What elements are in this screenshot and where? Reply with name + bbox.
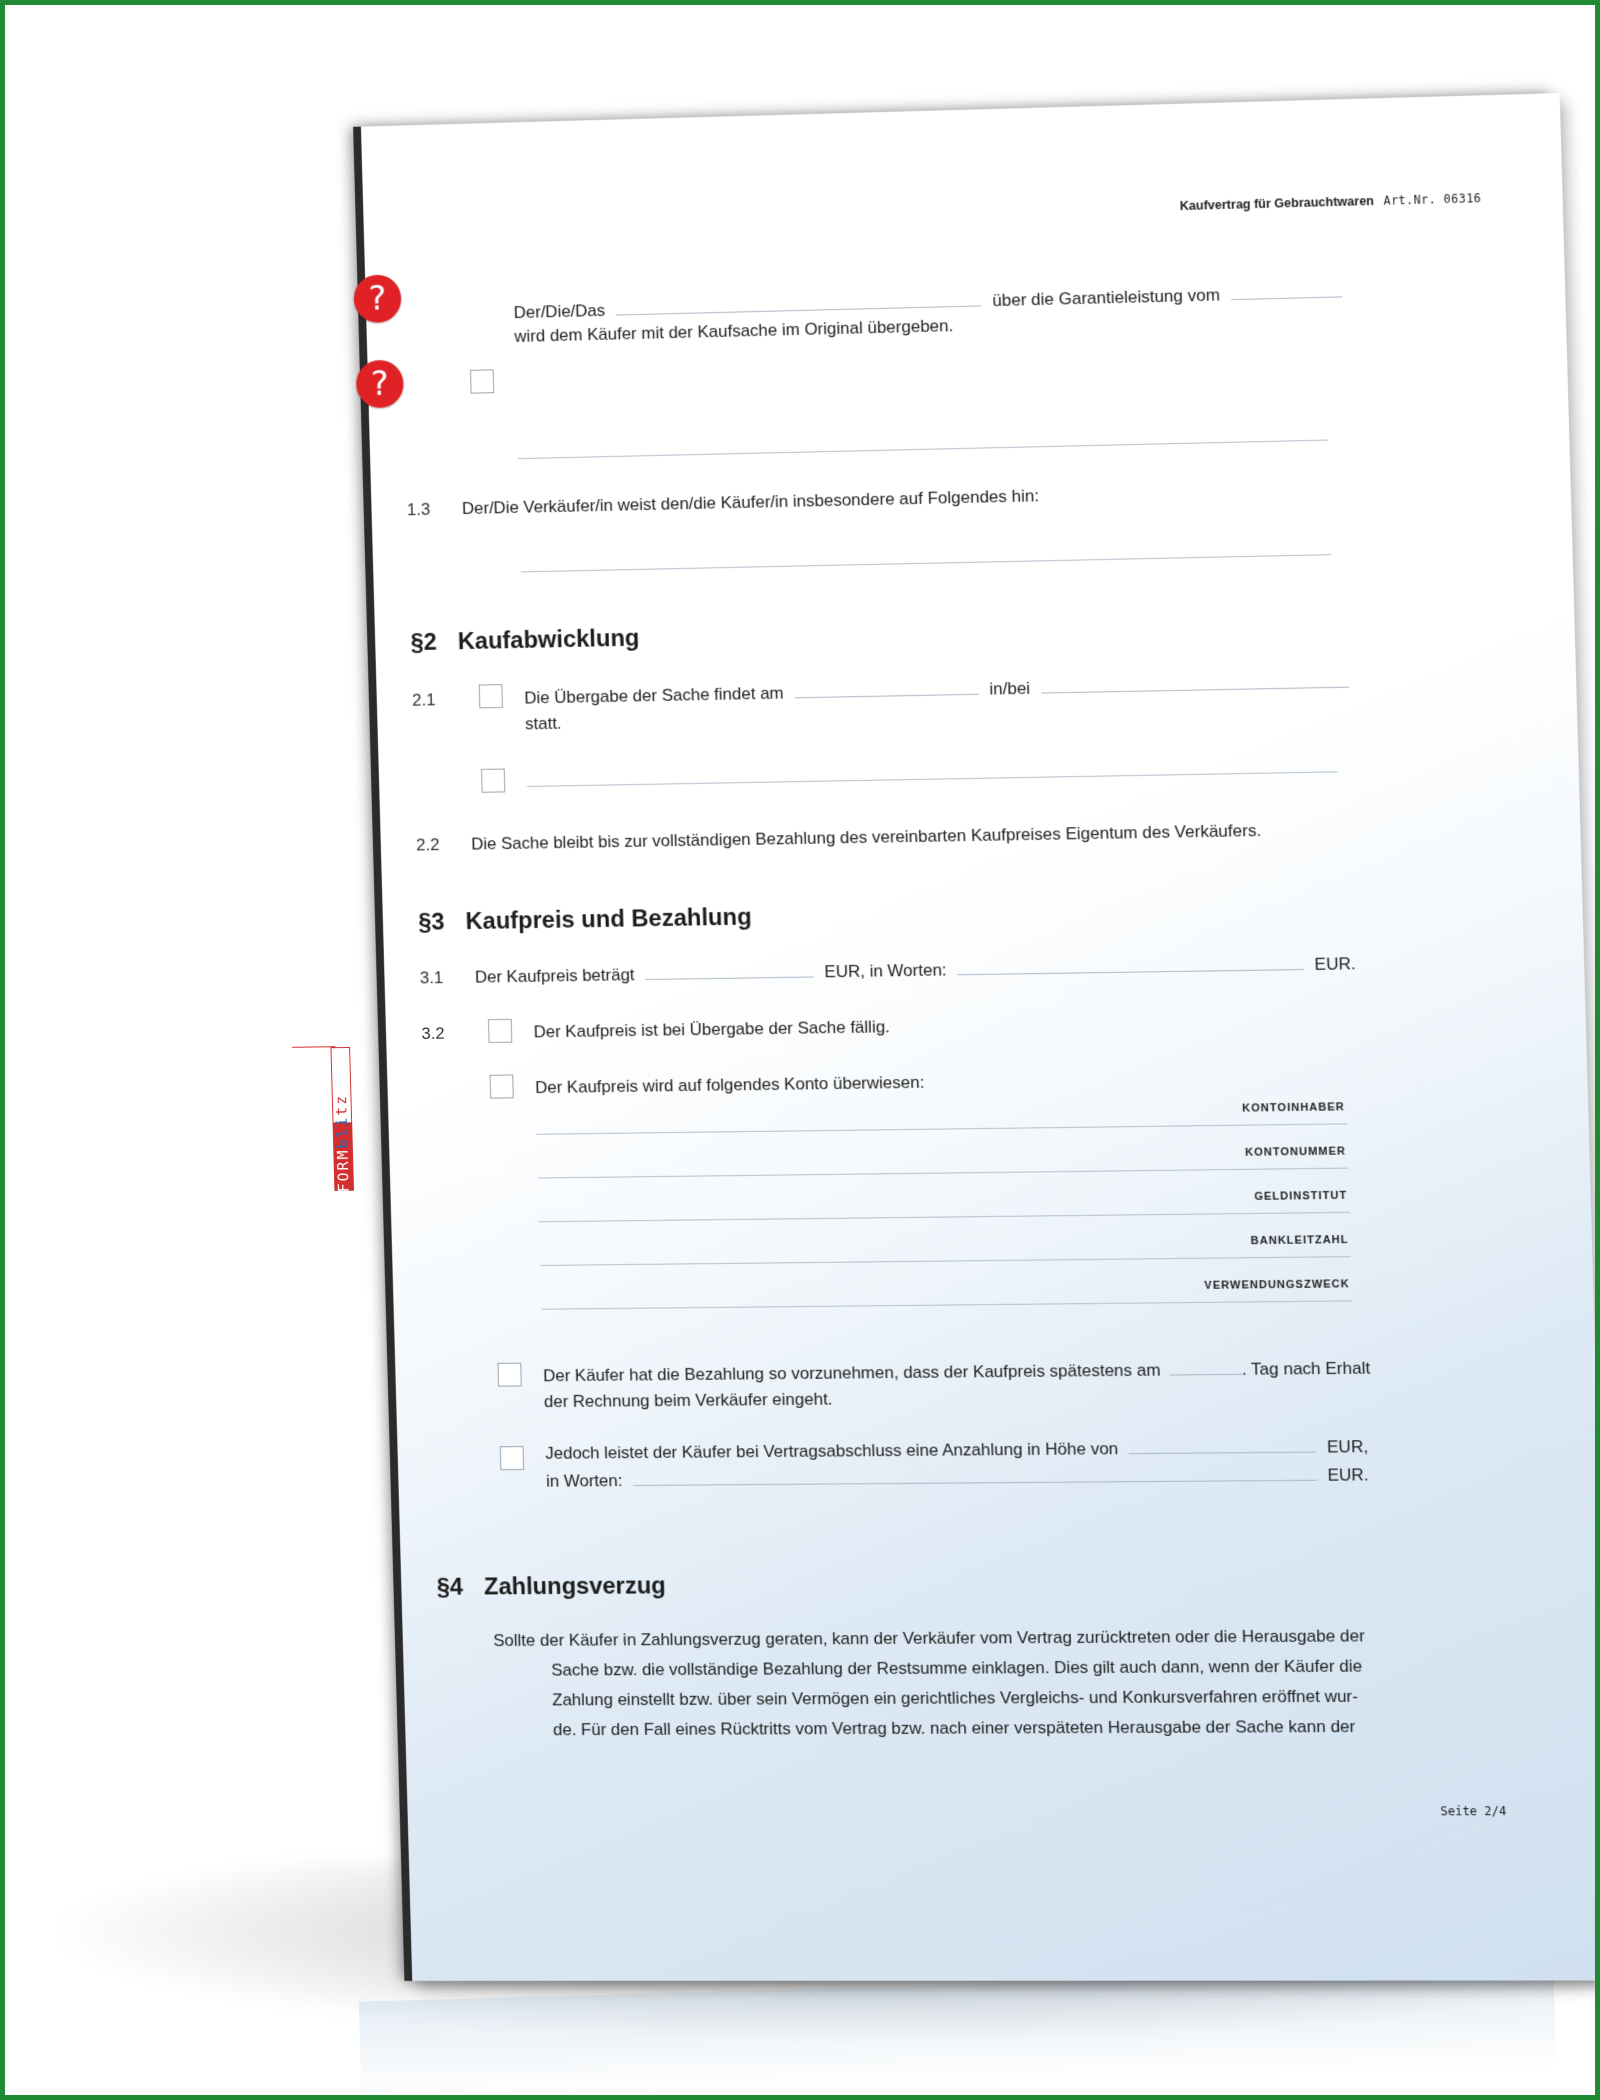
- input-line[interactable]: [518, 440, 1328, 460]
- warranty-line-2: wird dem Käufer mit der Kaufsache im Original übergeben.: [514, 316, 954, 346]
- section-title: Kaufpreis und Bezahlung: [465, 903, 753, 936]
- input-line[interactable]: [521, 554, 1331, 572]
- bank-label: GELDINSTITUT: [1254, 1189, 1348, 1203]
- price-words-field[interactable]: [957, 954, 1304, 975]
- option-checkbox[interactable]: [470, 369, 494, 393]
- price-amount-field[interactable]: [645, 962, 814, 981]
- clause-number: 3.1: [419, 968, 444, 988]
- price-words-label: EUR, in Worten:: [824, 960, 947, 982]
- deadline-days-field[interactable]: [1169, 1359, 1242, 1376]
- handover-line: [524, 671, 1349, 711]
- handover-label: Die Übergabe der Sache findet am: [524, 683, 784, 708]
- clause-number: 2.2: [415, 835, 440, 855]
- bank-code-field[interactable]: [540, 1256, 1351, 1266]
- price-line: [475, 952, 1356, 989]
- section-title: Zahlungsverzug: [483, 1572, 667, 1601]
- section-heading: [410, 625, 640, 657]
- document-header: [1180, 191, 1482, 213]
- clause-number: 1.3: [406, 499, 431, 520]
- clause-number: 3.2: [421, 1023, 445, 1043]
- handover-date-field[interactable]: [794, 679, 979, 699]
- page-number: Seite 2/4: [1440, 1804, 1507, 1819]
- bank-code-label: BANKLEITZAHL: [1250, 1234, 1349, 1248]
- deadline-label: Der Käufer hat die Bezahlung so vorzunehmen, dass der Kaufpreis spätestens am: [542, 1360, 1161, 1386]
- formblitz-logo: [330, 1047, 354, 1191]
- logo-text: FORMblitz: [332, 1093, 353, 1193]
- account-number-field[interactable]: [538, 1168, 1349, 1179]
- section-heading: [418, 904, 752, 937]
- help-icon[interactable]: ?: [356, 360, 404, 409]
- option-checkbox[interactable]: [497, 1363, 521, 1387]
- clause-number: 2.1: [411, 690, 436, 710]
- payment-option-1: Der Kaufpreis ist bei Übergabe der Sache fällig.: [533, 1017, 891, 1042]
- section-number: §4: [436, 1573, 464, 1601]
- deposit-words-currency: EUR.: [1327, 1465, 1369, 1485]
- warranty-item-field[interactable]: [615, 290, 981, 315]
- account-number-label: KONTONUMMER: [1244, 1145, 1347, 1159]
- handover-place-label: in/bei: [989, 678, 1031, 699]
- handover-end: statt.: [524, 713, 562, 734]
- payment-option-2: Der Kaufpreis wird auf folgendes Konto überwiesen:: [534, 1072, 925, 1098]
- purpose-label: VERWENDUNGSZWECK: [1204, 1278, 1350, 1292]
- account-holder-label: KONTOINHABER: [1242, 1101, 1345, 1115]
- paragraph-line: Sache bzw. die vollständige Bezahlung der Restsumme einklagen. Dies gilt auch dann, wenn der Käufer die: [551, 1656, 1363, 1680]
- bank-field[interactable]: [539, 1212, 1350, 1222]
- input-line[interactable]: [527, 771, 1338, 787]
- help-icon[interactable]: ?: [353, 274, 401, 323]
- section-title: Kaufabwicklung: [457, 624, 640, 656]
- section-heading: [436, 1572, 666, 1601]
- payment-option-4: [545, 1435, 1368, 1466]
- handover-place-field[interactable]: [1041, 672, 1349, 694]
- price-label: Der Kaufpreis beträgt: [474, 965, 635, 987]
- purpose-field[interactable]: [541, 1300, 1352, 1309]
- warranty-vom-label: über die Garantieleistung vom: [992, 285, 1221, 311]
- deposit-words-field[interactable]: [633, 1465, 1317, 1486]
- logo-tick: [292, 1046, 335, 1048]
- deposit-words-label: in Worten:: [545, 1471, 623, 1491]
- deposit-amount-field[interactable]: [1129, 1437, 1317, 1455]
- account-holder-field[interactable]: [537, 1123, 1348, 1134]
- paragraph-line: Zahlung einstellt bzw. über sein Vermögen ein gerichtliches Vergleichs- und Konkursverfahren eröffnet wur-: [551, 1686, 1359, 1710]
- payment-option-3: [543, 1357, 1371, 1389]
- paragraph-line: Sollte der Käufer in Zahlungsverzug geraten, kann der Verkäufer vom Vertrag zurücktreten oder die Herausgabe der: [493, 1626, 1366, 1651]
- paragraph-line: de. Für den Fall eines Rücktritts vom Vertrag bzw. nach einer verspäteten Herausgabe der Sache kann der: [552, 1716, 1356, 1740]
- option-checkbox[interactable]: [500, 1446, 524, 1470]
- warranty-label: Der/Die/Das: [513, 300, 606, 323]
- document-page: [332, 93, 1600, 1981]
- option-checkbox[interactable]: [481, 769, 505, 793]
- deposit-label: Jedoch leistet der Käufer bei Vertragsabschluss eine Anzahlung in Höhe von: [545, 1439, 1119, 1463]
- deposit-words-line: [546, 1463, 1369, 1493]
- article-number: Art.Nr. 06316: [1383, 191, 1482, 208]
- clause-text: Der/Die Verkäufer/in weist den/die Käufer/in insbesondere auf Folgendes hin:: [461, 486, 1040, 519]
- document-title: Kaufvertrag für Gebrauchtwaren: [1179, 193, 1375, 214]
- clause-text: Die Sache bleibt bis zur vollständigen Bezahlung des vereinbarten Kaufpreises Eigentum des Verkäufers.: [471, 820, 1262, 854]
- deadline-suffix: . Tag nach Erhalt: [1241, 1358, 1371, 1379]
- section-number: §2: [410, 628, 438, 657]
- payment-option-3-cont: der Rechnung beim Verkäufer eingeht.: [543, 1389, 833, 1412]
- option-checkbox[interactable]: [479, 684, 503, 708]
- warranty-date-field[interactable]: [1230, 281, 1341, 300]
- option-checkbox[interactable]: [490, 1074, 514, 1098]
- price-currency: EUR.: [1314, 954, 1356, 974]
- section-number: §3: [417, 908, 445, 936]
- deposit-currency: EUR,: [1326, 1437, 1369, 1457]
- option-checkbox[interactable]: [488, 1019, 512, 1043]
